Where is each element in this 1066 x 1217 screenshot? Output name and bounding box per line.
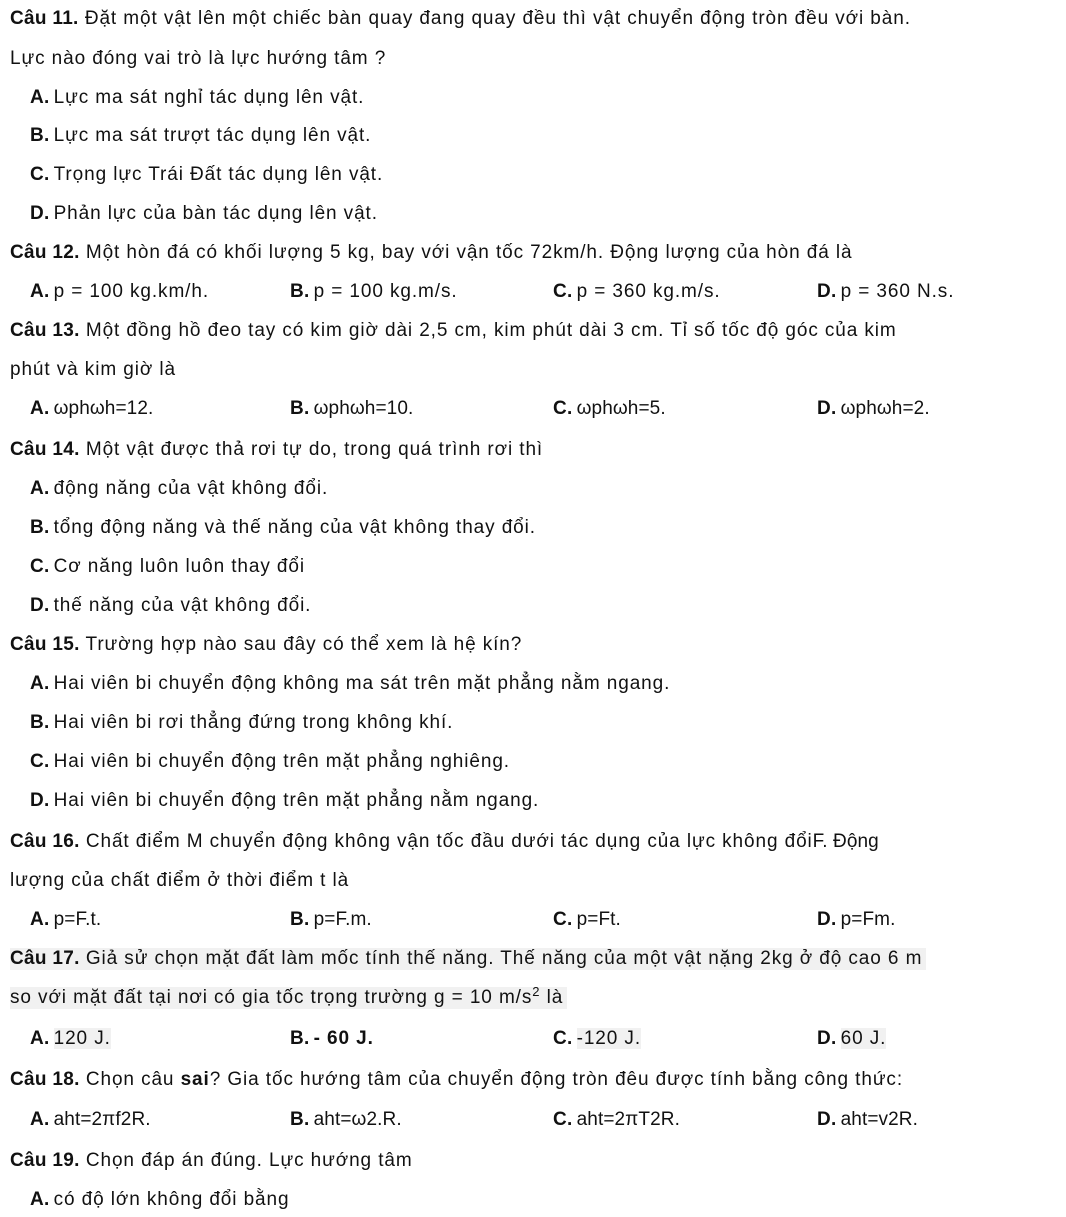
- option-14-d[interactable]: D. thế năng của vật không đổi.: [30, 595, 312, 616]
- option-13-c[interactable]: C. ωphωh=5.: [553, 398, 666, 419]
- option-15-c[interactable]: C. Hai viên bi chuyển động trên mặt phẳng nghiêng.: [30, 751, 510, 772]
- option-17-c[interactable]: C. -120 J.: [553, 1028, 641, 1049]
- question-label: Câu 11.: [10, 8, 79, 29]
- question-16-line-1: Câu 16. Chất điểm M chuyển động không vận tốc đầu dưới tác dụng của lực không đổiF. Động: [10, 831, 879, 852]
- option-17-a[interactable]: A. 120 J.: [30, 1028, 111, 1049]
- option-11-c[interactable]: C. Trọng lực Trái Đất tác dụng lên vật.: [30, 164, 384, 185]
- option-13-b[interactable]: B. ωphωh=10.: [290, 398, 414, 419]
- option-12-b[interactable]: B. p = 100 kg.m/s.: [290, 281, 458, 302]
- question-17-line-2: so với mặt đất tại nơi có gia tốc trọng trường g = 10 $m/s^2$ là: [10, 987, 567, 1009]
- question-13-line-2: phút và kim giờ là: [10, 359, 176, 380]
- option-17-b[interactable]: B. - 60 J.: [290, 1028, 374, 1049]
- option-16-a[interactable]: A. p=F.t.: [30, 909, 102, 930]
- option-18-d[interactable]: D. aht=v2R.: [817, 1109, 918, 1130]
- question-11-line-2: [10, 48, 386, 70]
- question-13-line-1: Câu 13. Một đồng hồ đeo tay có kim giờ dài 2,5 cm, kim phút dài 3 cm. Tỉ số tốc độ góc của kim: [10, 320, 897, 341]
- option-18-c[interactable]: C. aht=2πT2R.: [553, 1109, 680, 1130]
- option-11-d[interactable]: D. Phản lực của bàn tác dụng lên vật.: [30, 203, 378, 224]
- question-16-line-2: lượng của chất điểm ở thời điểm t là: [10, 870, 350, 891]
- option-11-b[interactable]: B. Lực ma sát trượt tác dụng lên vật.: [30, 125, 372, 146]
- question-17-line-1: Câu 17. Giả sử chọn mặt đất làm mốc tính thế năng. Thế năng của một vật nặng 2kg ở độ cao 6 m: [10, 948, 926, 970]
- option-15-b[interactable]: B. Hai viên bi rơi thẳng đứng trong không khí.: [30, 712, 454, 733]
- option-15-d[interactable]: D. Hai viên bi chuyển động trên mặt phẳng nằm ngang.: [30, 790, 540, 811]
- option-19-a[interactable]: A. có độ lớn không đổi bằng: [30, 1189, 290, 1210]
- question-12-line-1: Câu 12. Một hòn đá có khối lượng 5 kg, bay với vận tốc 72km/h. Động lượng của hòn đá là: [10, 242, 853, 263]
- question-text: Đặt một vật lên một chiếc bàn quay đang quay đều thì vật chuyển động tròn đều với bàn.: [78, 8, 911, 29]
- option-13-a[interactable]: A. ωphωh=12.: [30, 398, 154, 419]
- option-16-d[interactable]: D. p=Fm.: [817, 909, 896, 930]
- option-12-c[interactable]: C. p = 360 kg.m/s.: [553, 281, 721, 302]
- option-18-b[interactable]: B. aht=ω2.R.: [290, 1109, 402, 1130]
- question-18-line-1: Câu 18. Chọn câu sai? Gia tốc hướng tâm của chuyển động tròn đêu được tính bằng công thức:: [10, 1069, 904, 1090]
- question-15-line-1: Câu 15. Trường hợp nào sau đây có thể xem là hệ kín?: [10, 634, 523, 655]
- option-11-a[interactable]: A. Lực ma sát nghỉ tác dụng lên vật.: [30, 87, 365, 108]
- option-16-c[interactable]: C. p=Ft.: [553, 909, 621, 930]
- option-14-a[interactable]: A. động năng của vật không đổi.: [30, 478, 329, 499]
- option-17-d[interactable]: D. 60 J.: [817, 1028, 887, 1049]
- option-18-a[interactable]: A. aht=2πf2R.: [30, 1109, 151, 1130]
- question-19-line-1: Câu 19. Chọn đáp án đúng. Lực hướng tâm: [10, 1150, 413, 1171]
- question-text: Lực nào đóng vai trò là lực hướng tâm ?: [10, 48, 387, 69]
- option-16-b[interactable]: B. p=F.m.: [290, 909, 372, 930]
- question-14-line-1: Câu 14. Một vật được thả rơi tự do, trong quá trình rơi thì: [10, 439, 544, 460]
- question-11-line-1: [10, 8, 911, 30]
- option-14-b[interactable]: B. tổng động năng và thế năng của vật không thay đổi.: [30, 517, 536, 538]
- option-13-d[interactable]: D. ωphωh=2.: [817, 398, 930, 419]
- option-12-a[interactable]: A. p = 100 kg.km/h.: [30, 281, 210, 302]
- option-14-c[interactable]: C. Cơ năng luôn luôn thay đổi: [30, 556, 305, 577]
- option-15-a[interactable]: A. Hai viên bi chuyển động không ma sát trên mặt phẳng nằm ngang.: [30, 673, 671, 694]
- option-12-d[interactable]: D. p = 360 N.s.: [817, 281, 955, 302]
